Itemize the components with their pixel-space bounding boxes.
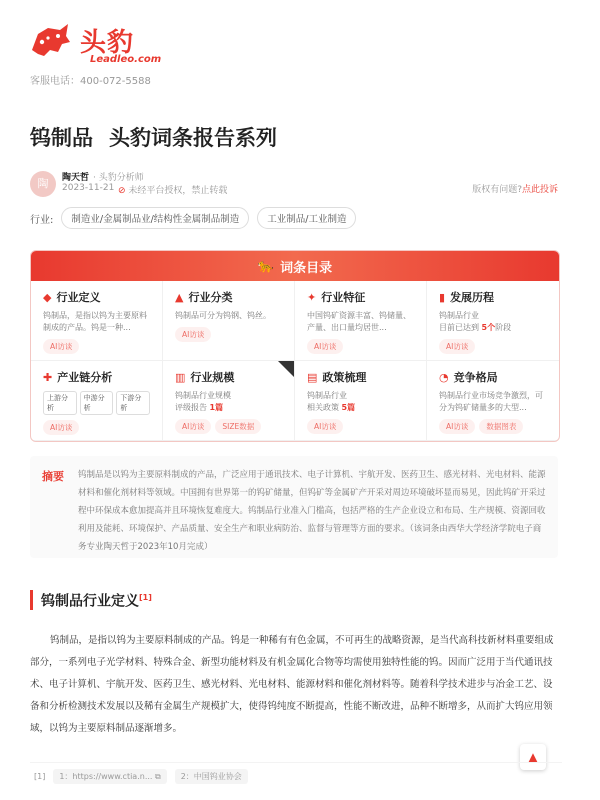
- ai-interview-pill[interactable]: AI访谈: [175, 419, 211, 434]
- toc-item-features[interactable]: [295, 281, 427, 361]
- leopard-logo-icon[interactable]: [28, 20, 72, 60]
- industry-chip[interactable]: 制造业/金属制品业/结构性金属制品制造: [61, 207, 249, 229]
- logo-text[interactable]: 头豹: [80, 28, 135, 58]
- chart-data-pill[interactable]: 数据图表: [479, 419, 523, 434]
- toc-item-chain[interactable]: [31, 361, 163, 441]
- toc-item-scale[interactable]: [163, 361, 295, 441]
- toc-item-desc: [307, 390, 414, 414]
- definition-icon: ◆: [43, 290, 52, 304]
- leopard-icon: 🐆: [257, 258, 275, 274]
- toc-item-title: 政策梳理: [322, 371, 367, 384]
- reference-source[interactable]: 2：中国钨业协会: [175, 769, 248, 784]
- history-icon: ▮: [439, 290, 446, 304]
- policy-icon: ▤: [307, 370, 318, 384]
- classification-icon: ▲: [175, 290, 184, 304]
- abstract-box: [30, 456, 558, 558]
- toc-item-desc: 钨制品，是指以钨为主要原料制成的产品。钨是一种...: [43, 311, 147, 332]
- midstream-chip[interactable]: 中游分析: [80, 391, 114, 415]
- page-title: [30, 122, 277, 152]
- logo-url[interactable]: Leadleo.com: [90, 54, 162, 65]
- size-data-pill[interactable]: SIZE数据: [215, 419, 261, 434]
- toc-item-policy[interactable]: [295, 361, 427, 441]
- features-icon: ✦: [307, 290, 317, 304]
- reference-bar: [30, 762, 562, 789]
- author-name[interactable]: [62, 170, 144, 183]
- ai-interview-pill[interactable]: AI访谈: [439, 339, 475, 354]
- copyright-complaint: [472, 182, 558, 195]
- toc-item-title: 竞争格局: [453, 371, 498, 384]
- toc-item-desc: 中国钨矿资源丰富、钨储量、产量、出口量均居世...: [307, 311, 411, 332]
- avatar[interactable]: 陶: [30, 171, 56, 197]
- desc-line: 评级报告: [175, 403, 210, 412]
- desc-count: 1篇: [209, 403, 224, 412]
- toc-item-definition[interactable]: [31, 281, 163, 361]
- complaint-prefix: 版权有问题?: [472, 185, 522, 195]
- desc-line: 相关政策: [307, 403, 342, 412]
- reference-link[interactable]: 1：https://www.ctia.n... ⧉: [53, 769, 166, 784]
- back-to-top-button[interactable]: ▲: [520, 744, 546, 770]
- section-title: [30, 590, 152, 610]
- toc-item-history[interactable]: [427, 281, 559, 361]
- desc-count: 5篇: [341, 403, 356, 412]
- toc-item-desc: [439, 310, 547, 334]
- title-main: 钨制品: [30, 126, 93, 150]
- service-hotline: 客服电话：400-072-5588: [30, 76, 151, 87]
- ai-interview-pill[interactable]: AI访谈: [307, 419, 343, 434]
- ai-interview-pill[interactable]: AI访谈: [175, 327, 211, 342]
- corner-flag-icon: [278, 361, 294, 377]
- toc-item-title: 行业特征: [321, 291, 366, 304]
- downstream-chip[interactable]: 下游分析: [116, 391, 150, 415]
- author-role: · 头豹分析师: [93, 173, 144, 183]
- toc-item-desc: 钨制品可分为钨钢、钨丝。: [175, 311, 271, 320]
- no-share-text: 未经平台授权，禁止转载: [128, 186, 228, 196]
- abstract-text: 钨制品是以钨为主要原料制成的产品，广泛应用于通讯技术、电子计算机、宇航开发、医药卫生、感光材料、光电材料、能源材料和催化剂材料等领域。中国拥有世界第一的钨矿储量，但钨矿等金属矿产开采对周边环境破坏显而易见，因此钨矿开采过程中环保成本愈加提高并且环境恢复难度大。钨制品行业准入门槛高，包括严格的生产企业设立和布局、生产规模、资源回收利用及能耗、环境保护、产品质量、安全生产和职业病防治、监督与管理等方面的要求。（该词条由西华大学经济学院电子商务专业陶天哲于2023年10月完成）: [78, 470, 546, 552]
- abstract-label: 摘要: [42, 470, 64, 483]
- toc-item-classification[interactable]: [163, 281, 295, 361]
- toc-item-title: 产业链分析: [57, 371, 113, 384]
- scale-icon: ▥: [175, 370, 186, 384]
- ai-interview-pill[interactable]: AI访谈: [439, 419, 475, 434]
- toc-item-desc: [175, 390, 282, 414]
- toc-item-desc: 钨制品行业市场竞争激烈，可分为钨矿储量多的大型...: [439, 391, 543, 412]
- complaint-link[interactable]: 点此投诉: [521, 185, 558, 195]
- no-share-notice: [118, 183, 227, 196]
- industry-tags: [30, 207, 356, 229]
- desc-line: 钨制品行业: [439, 311, 479, 320]
- ai-interview-pill[interactable]: AI访谈: [43, 420, 79, 435]
- publish-date: 2023-11-21: [62, 183, 115, 193]
- reference-tag: [1]: [34, 771, 46, 781]
- industry-label: 行业:: [30, 214, 54, 226]
- ai-interview-pill[interactable]: AI访谈: [307, 339, 343, 354]
- desc-line: 钨制品行业规模: [175, 391, 231, 400]
- toc-item-title: 行业定义: [56, 291, 101, 304]
- ai-interview-pill[interactable]: AI访谈: [43, 339, 79, 354]
- desc-line: 阶段: [495, 323, 512, 332]
- author-name-text: 陶天哲: [62, 173, 90, 183]
- desc-line: 目前已达到: [439, 323, 482, 332]
- competition-icon: ◔: [439, 370, 449, 384]
- desc-count: 5个: [481, 323, 496, 332]
- toc-item-title: 发展历程: [450, 291, 495, 304]
- toc-item-title: 行业分类: [188, 291, 233, 304]
- title-series: 头豹词条报告系列: [109, 126, 277, 150]
- toc-header: [31, 251, 559, 281]
- prohibited-icon: ⊘: [118, 186, 126, 196]
- toc-item-title: 行业规模: [190, 371, 235, 384]
- footnote-ref[interactable]: [1]: [139, 593, 152, 602]
- table-of-contents: [30, 250, 560, 442]
- toc-item-competition[interactable]: [427, 361, 559, 441]
- upstream-chip[interactable]: 上游分析: [43, 391, 77, 415]
- toc-heading: 词条目录: [280, 260, 333, 276]
- industry-chip[interactable]: 工业制品/工业制造: [257, 207, 356, 229]
- desc-line: 钨制品行业: [307, 391, 347, 400]
- section-body: 钨制品，是指以钨为主要原料制成的产品。钨是一种稀有有色金属，不可再生的战略资源，是当代高科技新材料重要组成部分，一系列电子光学材料、特殊合金、新型功能材料及有机金属化合物等均需使用独特性能的钨。因而广泛用于当代通讯技术、电子计算机、宇航开发、医药卫生、感光材料、光电材料、能源材料和催化剂材料等。随着科学技术进步与冶金工艺、设备和分析检测技术发展以及稀有金属生产规模扩大，使得钨纯度不断提高，性能不断改进，品种不断增多，从而扩大钨应用领域，以钨为主要原料制品逐渐增多。: [30, 635, 554, 734]
- section-title-text: 钨制品行业定义: [41, 593, 139, 610]
- chain-icon: ✚: [43, 370, 53, 384]
